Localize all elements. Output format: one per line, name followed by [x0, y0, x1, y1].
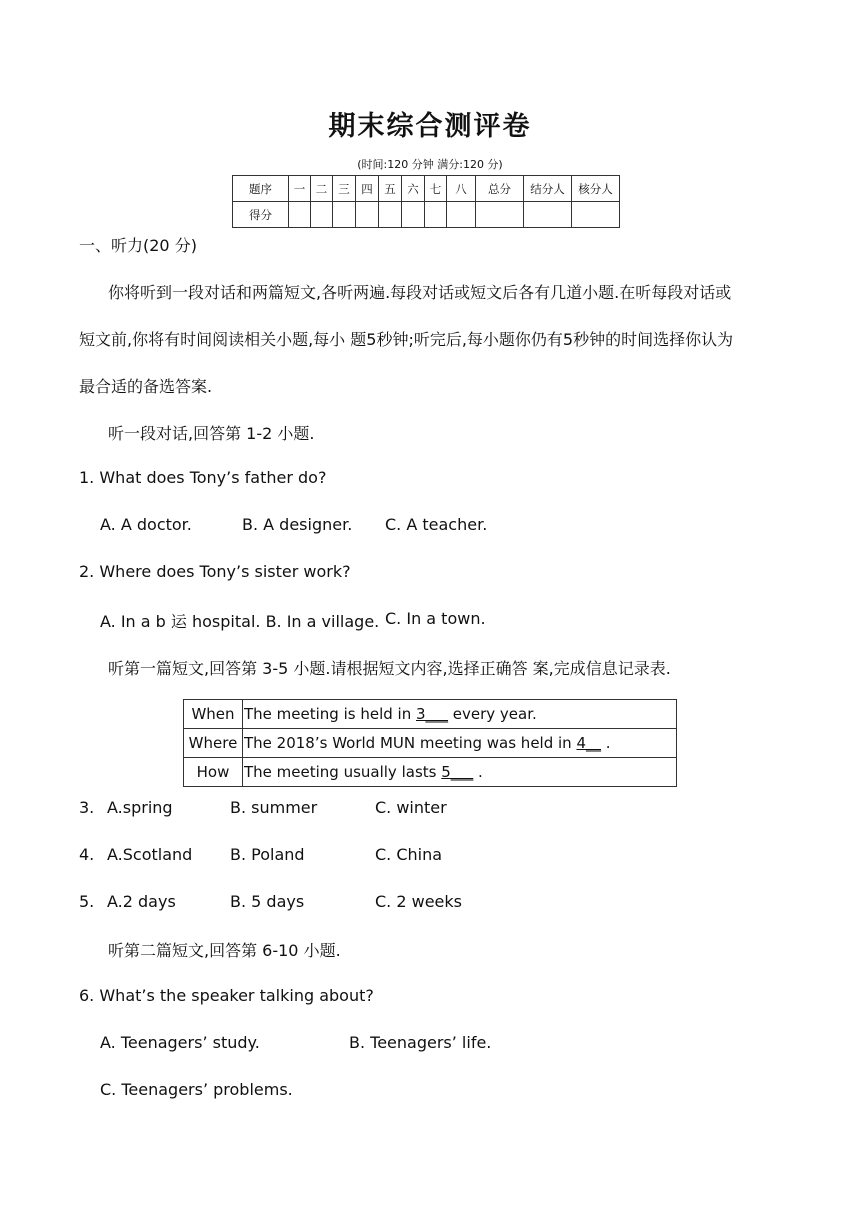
question-stem: 2. Where does Tony’s sister work?: [79, 562, 351, 581]
question-number: 4.: [79, 845, 95, 864]
instruction-line: 你将听到一段对话和两篇短文,各听两遍.每段对话或短文后各有几道小题.在听每段对话或: [108, 283, 732, 302]
question-number: 5.: [79, 892, 95, 911]
info-value: [243, 700, 677, 729]
option-a[interactable]: A.2 days: [107, 892, 176, 911]
score-cell[interactable]: [311, 202, 333, 228]
option-c[interactable]: C. Teenagers’ problems.: [100, 1080, 293, 1099]
question-stem: 6. What’s the speaker talking about?: [79, 986, 374, 1005]
info-value: [243, 758, 677, 787]
option-a[interactable]: A.spring: [107, 798, 173, 817]
info-row: [184, 729, 677, 758]
question-stem: 1. What does Tony’s father do?: [79, 468, 327, 487]
info-record-table: [183, 699, 677, 787]
info-row: [184, 700, 677, 729]
score-header-cell: 核分人: [572, 176, 620, 202]
score-header-cell: 题序: [233, 176, 289, 202]
score-header-cell: 结分人: [524, 176, 572, 202]
score-header-cell: 七: [425, 176, 447, 202]
score-header-cell: 四: [356, 176, 379, 202]
score-cell[interactable]: [447, 202, 476, 228]
option-a[interactable]: A. A doctor.: [100, 515, 192, 534]
option-c[interactable]: C. A teacher.: [385, 515, 488, 534]
option-b[interactable]: B. Poland: [230, 845, 305, 864]
option-b[interactable]: B. summer: [230, 798, 318, 817]
info-row: [184, 758, 677, 787]
option-a[interactable]: A. Teenagers’ study.: [100, 1033, 260, 1052]
score-cell[interactable]: [572, 202, 620, 228]
score-cell[interactable]: [289, 202, 311, 228]
question-number: 3.: [79, 798, 95, 817]
score-table-header-row: [233, 176, 620, 202]
score-table-score-row: [233, 202, 620, 228]
score-header-cell: 八: [447, 176, 476, 202]
score-header-cell: 五: [379, 176, 402, 202]
score-cell[interactable]: [476, 202, 524, 228]
score-cell[interactable]: [356, 202, 379, 228]
info-text: The meeting usually lasts: [244, 763, 442, 781]
score-cell[interactable]: [524, 202, 572, 228]
instruction-line: 最合适的备选答案.: [79, 377, 213, 396]
section-heading: 一、听力(20 分): [79, 236, 197, 255]
option-b[interactable]: B. Teenagers’ life.: [349, 1033, 492, 1052]
score-cell[interactable]: [379, 202, 402, 228]
answer-blank[interactable]: 3___: [415, 705, 449, 723]
info-text: every year.: [448, 705, 537, 723]
option-b[interactable]: B. A designer.: [242, 515, 353, 534]
option-a[interactable]: A.Scotland: [107, 845, 193, 864]
info-text: .: [473, 763, 483, 781]
info-text: The meeting is held in: [244, 705, 416, 723]
score-table: [232, 175, 620, 228]
option-c[interactable]: C. China: [375, 845, 443, 864]
part-intro: 听第二篇短文,回答第 6-10 小题.: [108, 941, 341, 960]
option-ab[interactable]: A. In a b 运 hospital. B. In a village.: [100, 612, 380, 631]
score-header-cell: 二: [311, 176, 333, 202]
score-row-label: 得分: [233, 202, 289, 228]
part-intro: 听第一篇短文,回答第 3-5 小题.请根据短文内容,选择正确答 案,完成信息记录表.: [108, 659, 671, 678]
info-text: The 2018’s World MUN meeting was held in: [244, 734, 577, 752]
part-intro: 听一段对话,回答第 1-2 小题.: [108, 424, 315, 443]
info-text: .: [601, 734, 611, 752]
info-value: [243, 729, 677, 758]
option-c[interactable]: C. In a town.: [385, 609, 486, 628]
score-header-cell: 一: [289, 176, 311, 202]
option-b[interactable]: B. 5 days: [230, 892, 305, 911]
option-c[interactable]: C. 2 weeks: [375, 892, 462, 911]
info-key: When: [184, 700, 243, 729]
instruction-line: 短文前,你将有时间阅读相关小题,每小 题5秒钟;听完后,每小题你仍有5秒钟的时间选择你认为: [79, 330, 734, 349]
exam-info: (时间:120 分钟 满分:120 分): [357, 158, 503, 171]
score-cell[interactable]: [402, 202, 425, 228]
page-title: 期末综合测评卷: [328, 111, 532, 142]
option-c[interactable]: C. winter: [375, 798, 447, 817]
score-header-cell: 六: [402, 176, 425, 202]
info-key: How: [184, 758, 243, 787]
score-cell[interactable]: [425, 202, 447, 228]
info-key: Where: [184, 729, 243, 758]
answer-blank[interactable]: 4__: [576, 734, 601, 752]
score-header-cell: 三: [333, 176, 356, 202]
answer-blank[interactable]: 5___: [441, 763, 474, 781]
score-cell[interactable]: [333, 202, 356, 228]
score-header-cell: 总分: [476, 176, 524, 202]
